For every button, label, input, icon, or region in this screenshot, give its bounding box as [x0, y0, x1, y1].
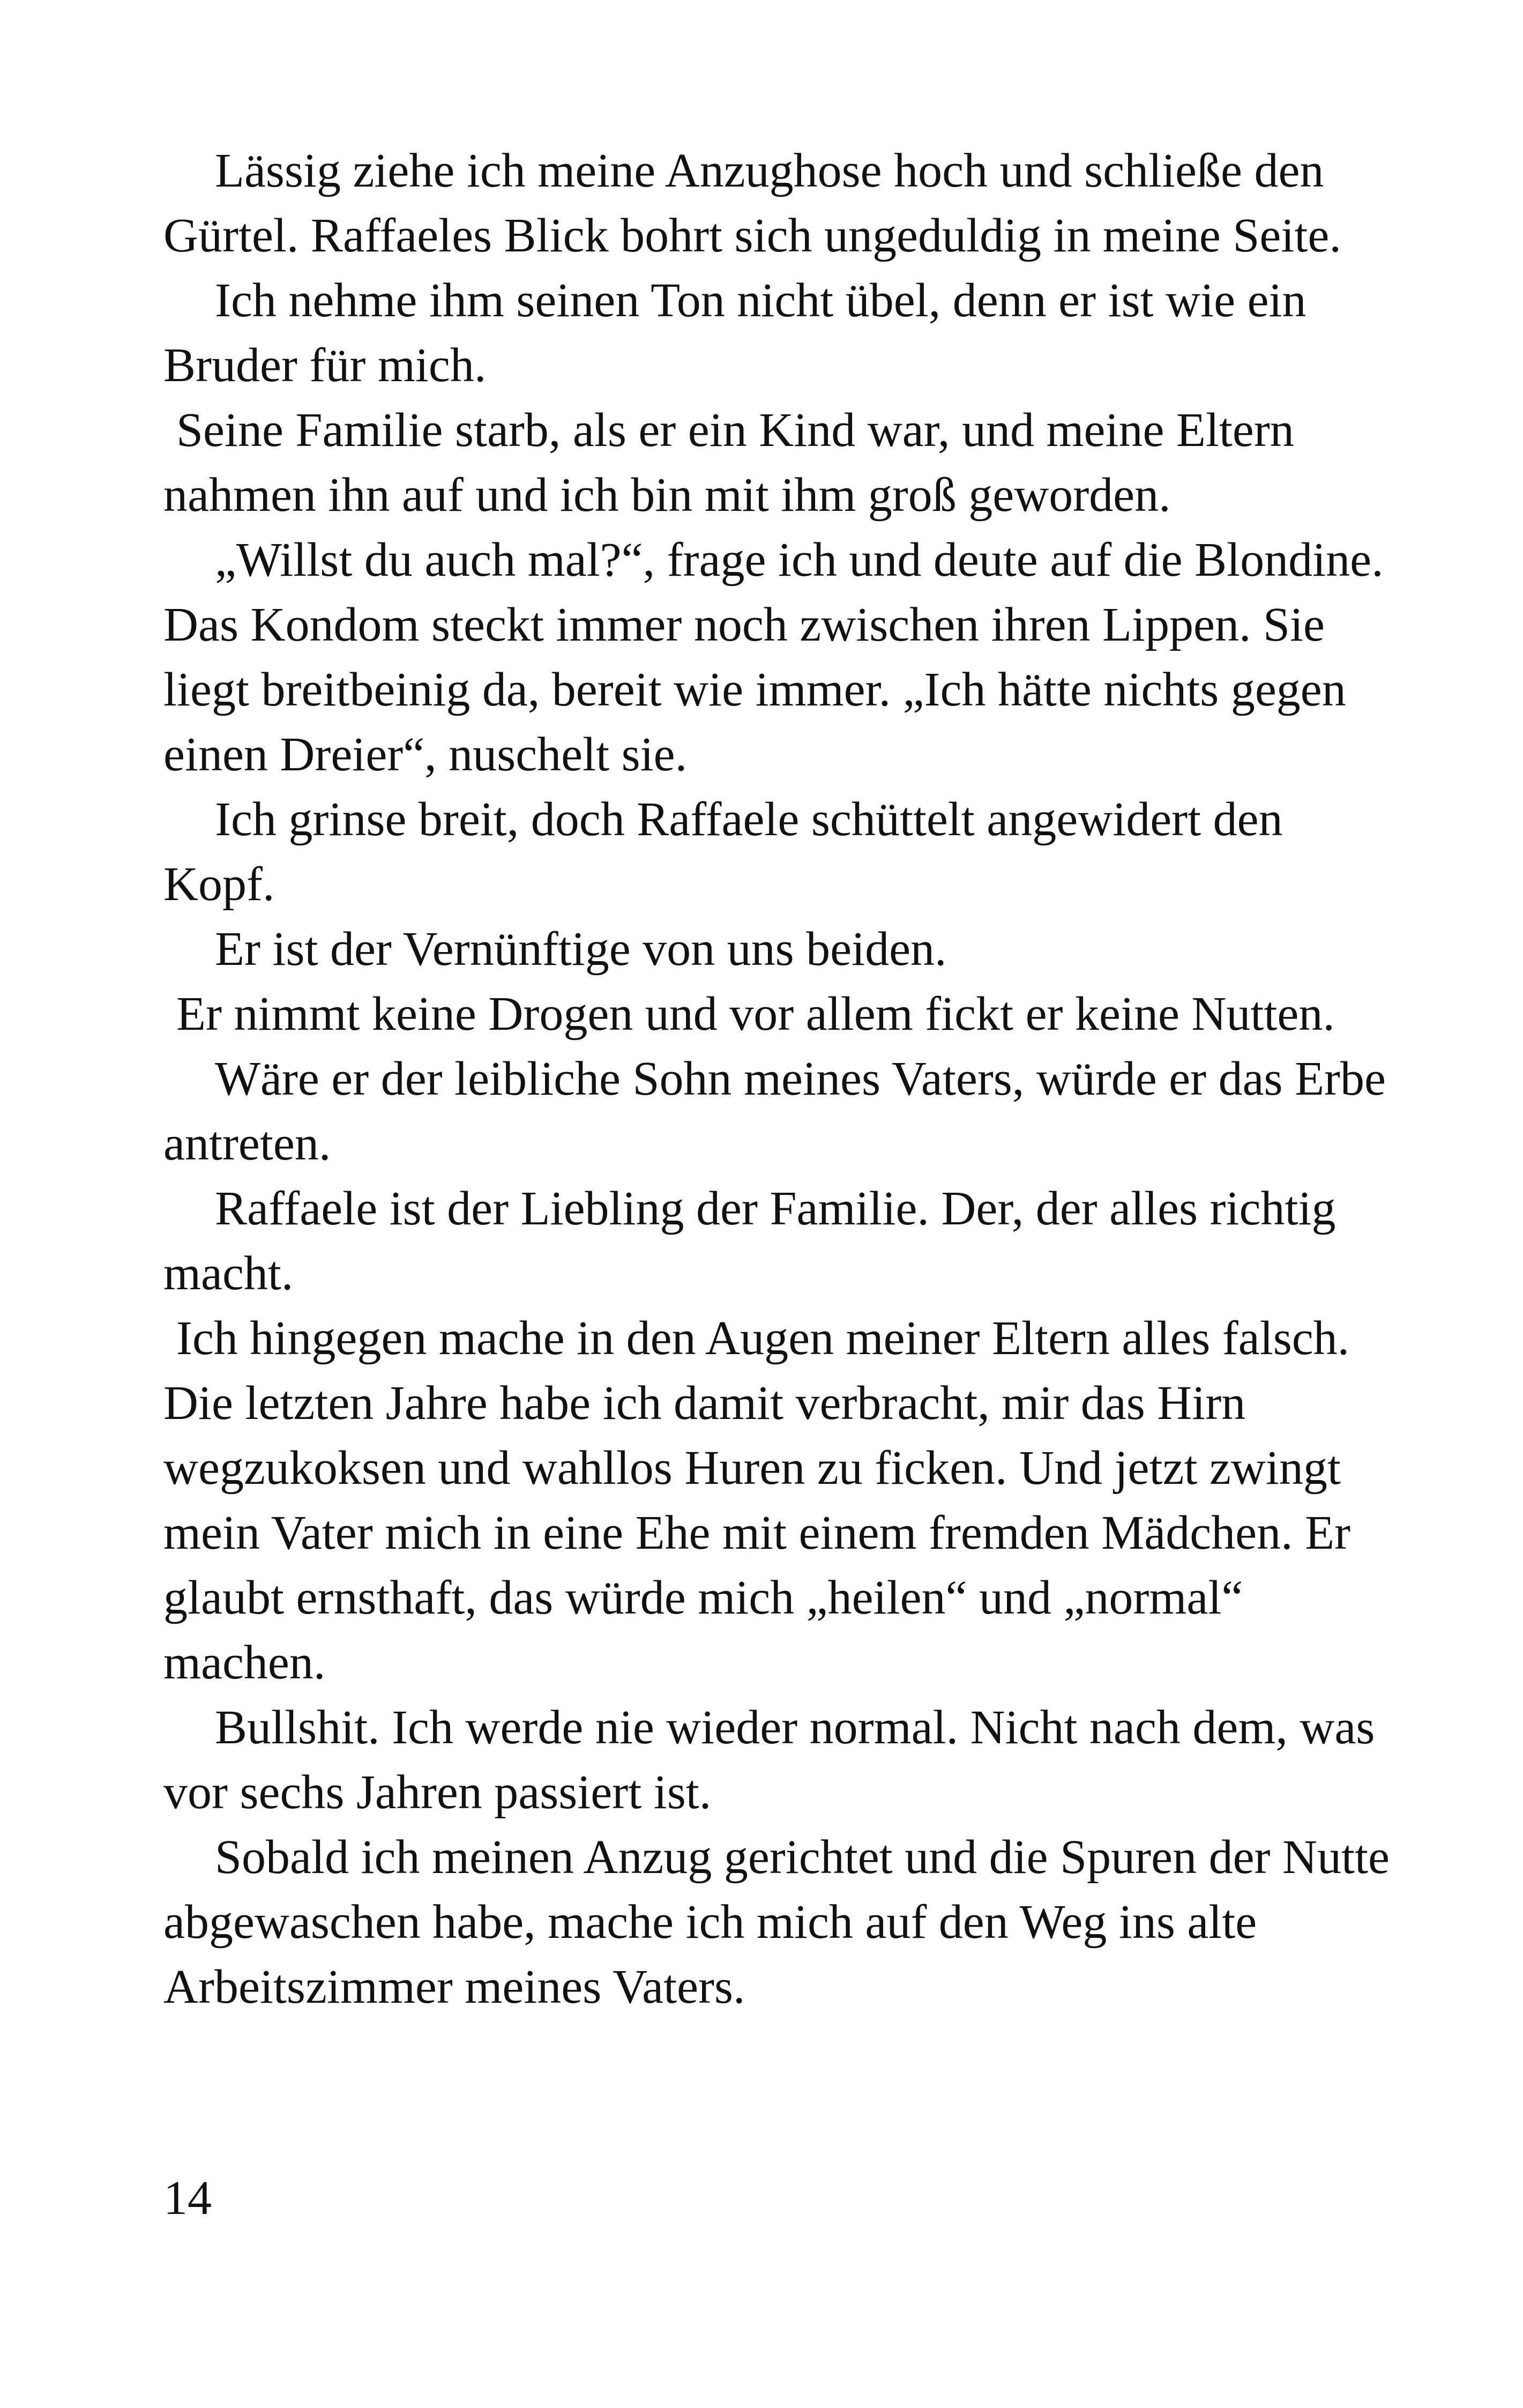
- page-number: 14: [163, 2172, 212, 2225]
- paragraph: Ich hingegen mache in den Augen meiner Eltern alles falsch. Die letzten Jahre habe ich damit verbracht, mir das Hirn wegzukoksen und wahllos Huren zu ficken. Und jetzt zwingt mein Vater mich in eine Ehe mit einem fremden Mädchen. Er glaubt ernsthaft, das würde mich „heilen“ und „normal“ machen.: [163, 1312, 1363, 1689]
- paragraph: Ich nehme ihm seinen Ton nicht übel, denn er ist wie ein Bruder für mich.: [163, 274, 1319, 392]
- paragraph: Sobald ich meinen Anzug gerichtet und die Spuren der Nutte abgewaschen habe, mache ich mich auf den Weg ins alte Arbeitszimmer meines Vaters.: [163, 1831, 1402, 2013]
- paragraph: Er ist der Vernünftige von uns beiden.: [215, 923, 947, 976]
- paragraph: Lässig ziehe ich meine Anzughose hoch und schließe den Gürtel. Raffaeles Blick bohrt sich ungeduldig in meine Seite.: [163, 144, 1341, 262]
- paragraph: Seine Familie starb, als er ein Kind war, und meine Eltern nahmen ihn auf und ich bin mit ihm groß geworden.: [163, 404, 1307, 522]
- paragraph: Er nimmt keine Drogen und vor allem fickt er keine Nutten.: [176, 987, 1335, 1041]
- paragraph: „Willst du auch mal?“, frage ich und deute auf die Blondine. Das Kondom steckt immer noch zwischen ihren Lippen. Sie liegt breitbeinig da, bereit wie immer. „Ich hätte nichts gegen einen Dreier“, nuschelt sie.: [163, 533, 1396, 781]
- paragraph: Raffaele ist der Liebling der Familie. Der, der alles richtig macht.: [163, 1182, 1348, 1300]
- paragraph: Wäre er der leibliche Sohn meines Vaters, würde er das Erbe antreten.: [163, 1052, 1398, 1170]
- body-text: [163, 138, 1402, 2019]
- paragraph: Ich grinse breit, doch Raffaele schüttelt angewidert den Kopf.: [163, 793, 1295, 911]
- paragraph: Bullshit. Ich werde nie wieder normal. Nicht nach dem, was vor sechs Jahren passiert ist.: [163, 1701, 1387, 1819]
